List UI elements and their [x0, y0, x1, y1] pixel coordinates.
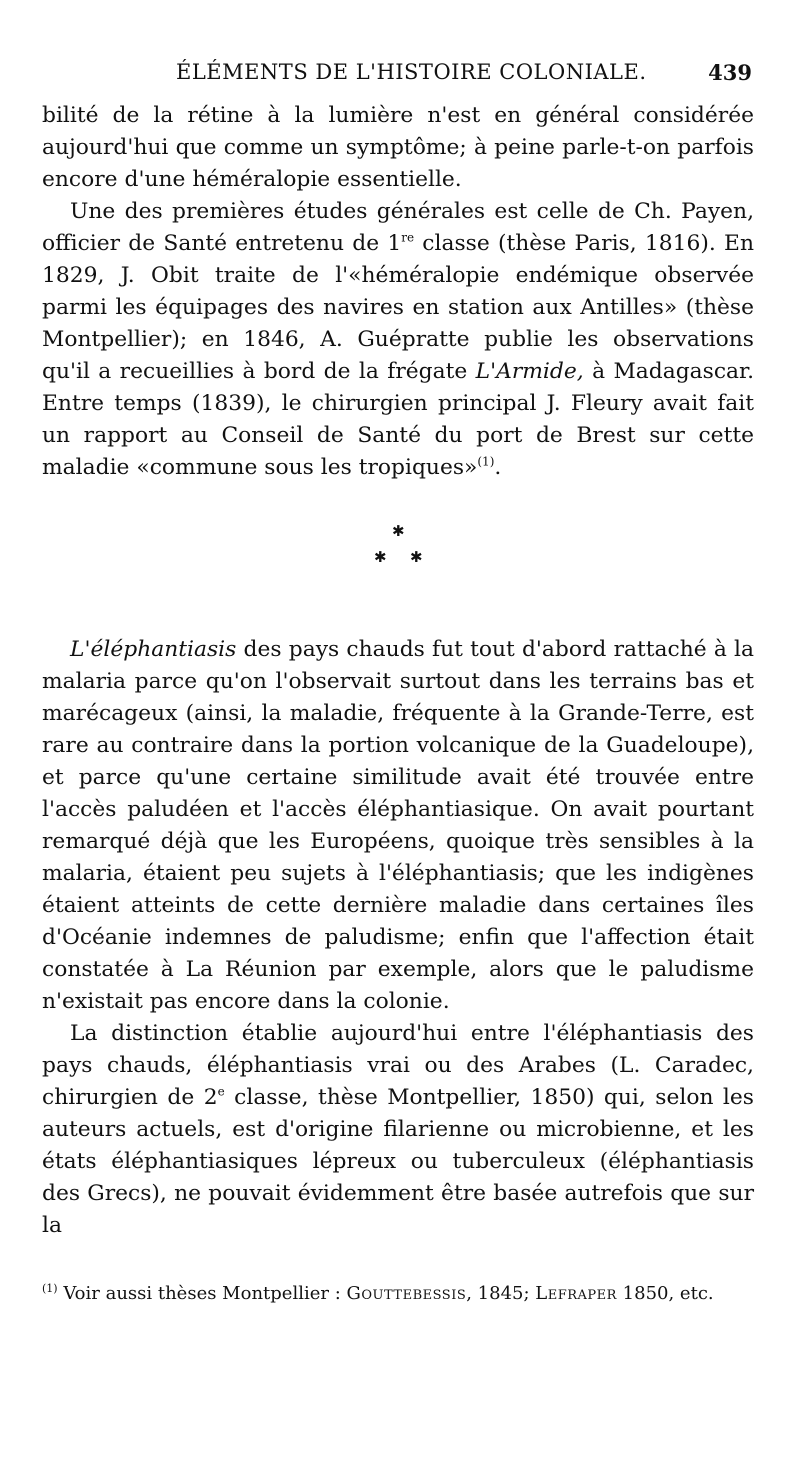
paragraph-1: bilité de la rétine à la lumière n'est en général considérée aujourd'hui que comme un symptôme; à peine parle-t-on parfois encore d'une héméralopie essentielle.: [42, 103, 754, 192]
paragraph-4-text-b: classe, thèse Montpellier, 1850) qui, selon les auteurs actuels, est d'origine filarienne ou microbienne, et les états éléphantiasiques lépreux ou tuberculeux (éléphantiasis des Grecs), ne pouvait évidemment être basée autrefois que sur la: [42, 1085, 754, 1238]
page-number: 439: [708, 60, 752, 85]
asterism-star-icon: ✱: [410, 548, 423, 566]
footnote-text-c: 1850, etc.: [616, 1283, 714, 1304]
footnote-text-a: Voir aussi thèses Montpellier :: [57, 1283, 347, 1304]
asterism-star-icon: ✱: [374, 548, 387, 566]
paragraph-3-text: des pays chauds fut tout d'abord rattaché à la malaria parce qu'on l'observait surtout dans les terrains bas et marécageux (ainsi, la maladie, fréquente à la Grande-Terre, est rare au contraire dans la portion volcanique de la Guadeloupe), et parce qu'une certaine similitude avait été trouvée entre l'accès paludéen et l'accès éléphantiasique. On avait pourtant remarqué déjà que les Européens, quoique très sensibles à la malaria, étaient peu sujets à l'éléphantiasis; que les indigènes étaient atteints de cette dernière maladie dans certaines îles d'Océanie indemnes de paludisme; enfin que l'affection était constatée à La Réunion par exemple, alors que le paludisme n'existait pas encore dans la colonie.: [42, 637, 754, 1014]
paragraph-2-text-b: classe (thèse Paris, 1816). En 1829, J. Obit traite de l'«héméralopie endémique observée parmi les équipages des navires en station aux Antilles» (thèse Montpellier); en 1846, A. Guépratte publie les observations qu'il a recueillies à bord de la frégate: [42, 231, 754, 384]
paragraph-2-text-a: Une des premières études générales est celle de Ch. Payen, officier de Santé entretenu de 1: [42, 199, 754, 256]
ship-name: L'Armide,: [475, 359, 584, 384]
asterism-separator: [368, 524, 428, 616]
footnote-reference: (1): [477, 454, 495, 469]
footnote: [42, 1278, 754, 1310]
page-content: [42, 58, 754, 1242]
paragraph-4: [42, 1018, 754, 1242]
running-title: ÉLÉMENTS DE L'HISTOIRE COLONIALE.: [176, 60, 647, 84]
paragraph-2: [42, 196, 754, 484]
paragraph-3: [42, 634, 754, 1018]
footnote-mark: (1): [42, 1282, 58, 1295]
superscript-e: e: [217, 1084, 225, 1099]
term-elephantiasis: L'éléphantiasis: [70, 637, 237, 662]
paragraph-2-end: .: [494, 455, 502, 480]
footnote-text-b: , 1845;: [466, 1283, 536, 1304]
footnote-author-1: Gouttebessis: [346, 1283, 467, 1304]
paragraph-4-text-a: La distinction établie aujourd'hui entre l'éléphantiasis des pays chauds, éléphantiasis vrai ou des Arabes (L. Caradec, chirurgien de 2: [42, 1021, 754, 1110]
page-header: [42, 58, 754, 92]
paragraph-2-text-c: à Madagascar. Entre temps (1839), le chirurgien principal J. Fleury avait fait un rapport au Conseil de Santé du port de Brest sur cette maladie «commune sous les tropiques»: [42, 359, 755, 480]
asterism-star-icon: ✱: [392, 522, 405, 540]
superscript-re: re: [401, 230, 415, 245]
footnote-author-2: Lefraper: [535, 1283, 617, 1304]
